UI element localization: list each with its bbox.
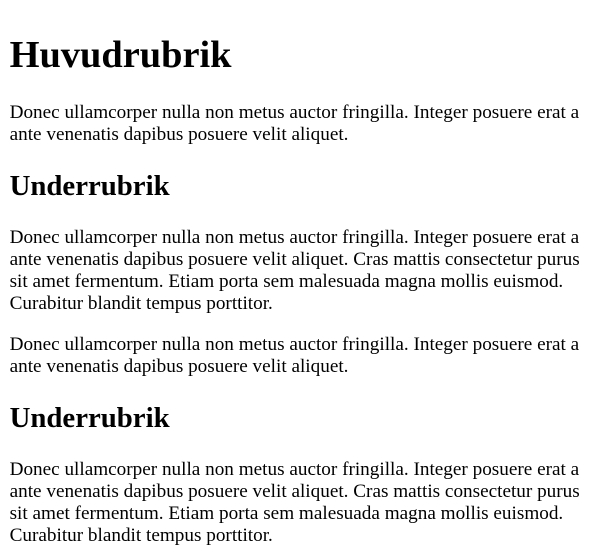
section-1-paragraph-2: Donec ullamcorper nulla non metus auctor fringilla. Integer posuere erat a ante venenatis dapibus posuere velit aliquet. [9, 334, 580, 378]
section-2-paragraph-1: Donec ullamcorper nulla non metus auctor fringilla. Integer posuere erat a ante venenatis dapibus posuere velit aliquet. Cras mattis consectetur purus sit amet fermentum. Etiam porta sem malesuada magna mollis euismod. Curabitur blandit tempus porttitor. [9, 459, 580, 547]
section-heading-2: Underrubrik [9, 402, 170, 435]
intro-paragraph: Donec ullamcorper nulla non metus auctor fringilla. Integer posuere erat a ante venenatis dapibus posuere velit aliquet. [9, 102, 580, 146]
section-heading-1: Underrubrik [9, 170, 170, 203]
section-1-paragraph-1: Donec ullamcorper nulla non metus auctor fringilla. Integer posuere erat a ante venenatis dapibus posuere velit aliquet. Cras mattis consectetur purus sit amet fermentum. Etiam porta sem malesuada magna mollis euismod. Curabitur blandit tempus porttitor. [9, 227, 580, 315]
page-title: Huvudrubrik [9, 33, 232, 76]
